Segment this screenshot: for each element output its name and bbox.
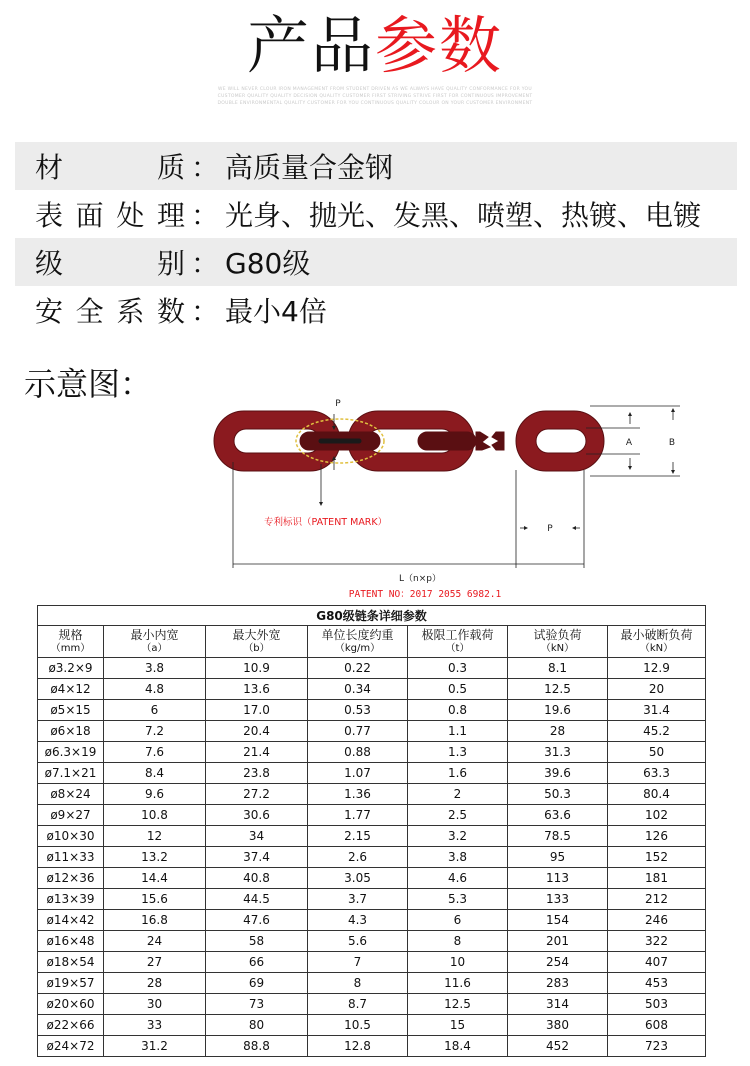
spec-row-material — [15, 142, 737, 190]
g80-param-table — [37, 605, 706, 1057]
table-cell: 45.2 — [608, 721, 706, 742]
header-name: 规格 — [58, 627, 83, 642]
table-cell: 7.6 — [104, 742, 206, 763]
table-cell: ø4×12 — [38, 679, 104, 700]
table-cell: 63.3 — [608, 763, 706, 784]
table-cell: 254 — [508, 952, 608, 973]
chain-link-side — [418, 432, 476, 450]
table-cell: 0.8 — [408, 700, 508, 721]
table-cell: 12.8 — [308, 1036, 408, 1057]
table-cell: 3.8 — [408, 847, 508, 868]
fine-print-line: WE WILL NEVER CLOUR IRON MANAGEMENT FROM STUDENT DRIVEN AS WE ALWAYS HAVE QUALITY CONFORMANCE FOR YOU — [217, 87, 532, 92]
table-cell: 40.8 — [206, 868, 308, 889]
table-row — [38, 721, 706, 742]
table-cell: 44.5 — [206, 889, 308, 910]
table-cell: 2.6 — [308, 847, 408, 868]
table-cell: 181 — [608, 868, 706, 889]
table-cell: 12.9 — [608, 658, 706, 679]
table-cell: 1.3 — [408, 742, 508, 763]
table-cell: 2.5 — [408, 805, 508, 826]
table-cell: ø6×18 — [38, 721, 104, 742]
table-header-row — [38, 626, 706, 658]
table-cell: 9.6 — [104, 784, 206, 805]
table-cell: 10 — [408, 952, 508, 973]
header-name: 最大外宽 — [232, 627, 281, 642]
table-cell: 133 — [508, 889, 608, 910]
table-cell: 1.6 — [408, 763, 508, 784]
table-cell: 10.8 — [104, 805, 206, 826]
table-cell: ø11×33 — [38, 847, 104, 868]
table-cell: 154 — [508, 910, 608, 931]
header-name: 最小内宽 — [130, 627, 179, 642]
column-header — [206, 626, 308, 658]
table-cell: 13.2 — [104, 847, 206, 868]
table-cell: 0.34 — [308, 679, 408, 700]
table-cell: 0.88 — [308, 742, 408, 763]
table-cell: ø14×42 — [38, 910, 104, 931]
table-cell: 15 — [408, 1015, 508, 1036]
table-cell: 10.9 — [206, 658, 308, 679]
table-row — [38, 805, 706, 826]
table-cell: 19.6 — [508, 700, 608, 721]
table-cell: 47.6 — [206, 910, 308, 931]
table-cell: ø5×15 — [38, 700, 104, 721]
column-header — [308, 626, 408, 658]
table-row — [38, 742, 706, 763]
table-cell: 37.4 — [206, 847, 308, 868]
table-cell: 31.2 — [104, 1036, 206, 1057]
table-row — [38, 784, 706, 805]
table-cell: 31.3 — [508, 742, 608, 763]
header-unit: （kN） — [540, 642, 575, 654]
table-cell: 0.3 — [408, 658, 508, 679]
table-cell: 12.5 — [408, 994, 508, 1015]
table-cell: 283 — [508, 973, 608, 994]
table-cell: 201 — [508, 931, 608, 952]
spec-value: 最小4倍 — [225, 295, 327, 328]
table-cell: 5.3 — [408, 889, 508, 910]
spec-row-safety — [15, 286, 737, 334]
dim-label-b: B — [668, 438, 676, 448]
table-cell: 0.5 — [408, 679, 508, 700]
table-cell: 407 — [608, 952, 706, 973]
patent-mark-label: 专利标识（PATENT MARK） — [264, 517, 388, 528]
dim-label-p-top: P — [335, 399, 341, 409]
table-cell: 8.7 — [308, 994, 408, 1015]
table-cell: 4.6 — [408, 868, 508, 889]
table-cell: 11.6 — [408, 973, 508, 994]
spec-colon: ： — [190, 199, 219, 232]
table-cell: 322 — [608, 931, 706, 952]
header-unit: （a） — [141, 642, 168, 654]
spec-row-grade — [15, 238, 737, 286]
header-unit: （kg/m） — [334, 642, 381, 654]
table-cell: 7.2 — [104, 721, 206, 742]
table-cell: 102 — [608, 805, 706, 826]
table-cell: 0.53 — [308, 700, 408, 721]
table-caption: G80级链条详细参数 — [38, 606, 706, 626]
column-header — [104, 626, 206, 658]
table-cell: ø3.2×9 — [38, 658, 104, 679]
table-cell: ø12×36 — [38, 868, 104, 889]
table-body — [38, 658, 706, 1057]
table-cell: 58 — [206, 931, 308, 952]
table-cell: 30 — [104, 994, 206, 1015]
table-cell: ø24×72 — [38, 1036, 104, 1057]
fine-print-line: DOUBLE ENVIRONMENTAL QUALITY CUSTOMER FOR YOU CONTINUOUS QUALITY COLOUR ON YOUR CUSTOMER ENVIRONMENT — [217, 101, 533, 106]
patent-number: PATENT NO：2017 2055 6982.1 — [348, 589, 502, 600]
table-cell: 28 — [104, 973, 206, 994]
table-cell: 15.6 — [104, 889, 206, 910]
header-unit: （mm） — [50, 642, 91, 654]
table-cell: ø8×24 — [38, 784, 104, 805]
dim-label-a: A — [625, 438, 633, 448]
table-cell: 18.4 — [408, 1036, 508, 1057]
table-cell: 0.77 — [308, 721, 408, 742]
title-black: 产品 — [246, 9, 375, 82]
column-header — [608, 626, 706, 658]
table-cell: 314 — [508, 994, 608, 1015]
table-cell: 212 — [608, 889, 706, 910]
table-cell: ø10×30 — [38, 826, 104, 847]
table-cell: 31.4 — [608, 700, 706, 721]
table-cell: 14.4 — [104, 868, 206, 889]
table-row — [38, 826, 706, 847]
header-unit: （b） — [243, 642, 270, 654]
table-cell: 28 — [508, 721, 608, 742]
table-cell: 33 — [104, 1015, 206, 1036]
spec-list — [15, 142, 737, 334]
table-cell: 78.5 — [508, 826, 608, 847]
table-cell: ø22×66 — [38, 1015, 104, 1036]
spec-key: 级 别 — [35, 247, 185, 280]
table-row — [38, 700, 706, 721]
header-name: 最小破断负荷 — [620, 627, 693, 642]
table-cell: 13.6 — [206, 679, 308, 700]
table-cell: 50 — [608, 742, 706, 763]
table-cell: 0.22 — [308, 658, 408, 679]
header-name: 试验负荷 — [533, 627, 582, 642]
table-cell: 80 — [206, 1015, 308, 1036]
table-cell: 4.8 — [104, 679, 206, 700]
table-cell: 1.07 — [308, 763, 408, 784]
table-row — [38, 1036, 706, 1057]
table-row — [38, 679, 706, 700]
table-cell: 6 — [408, 910, 508, 931]
header-name: 极限工作载荷 — [421, 627, 494, 642]
column-header — [38, 626, 104, 658]
spec-key: 表面处理 — [35, 199, 185, 232]
table-cell: 453 — [608, 973, 706, 994]
table-row — [38, 973, 706, 994]
fine-print-line: CUSTOMER QUALITY QUALITY DECISION QUALITY CUSTOMER FIRST STRIVING STRIVE FIRST FOR CONTINUOUS IMPROVEMENT — [217, 94, 533, 99]
table-cell: 80.4 — [608, 784, 706, 805]
table-cell: 608 — [608, 1015, 706, 1036]
table-cell: ø16×48 — [38, 931, 104, 952]
table-cell: 17.0 — [206, 700, 308, 721]
table-row — [38, 952, 706, 973]
table-cell: 21.4 — [206, 742, 308, 763]
table-row — [38, 763, 706, 784]
table-row — [38, 931, 706, 952]
table-row — [38, 994, 706, 1015]
table-cell: 1.77 — [308, 805, 408, 826]
table-cell: 152 — [608, 847, 706, 868]
table-cell: 126 — [608, 826, 706, 847]
table-cell: 8.4 — [104, 763, 206, 784]
table-cell: 30.6 — [206, 805, 308, 826]
table-cell: 39.6 — [508, 763, 608, 784]
spec-key: 安全系数 — [35, 295, 185, 328]
table-cell: 3.7 — [308, 889, 408, 910]
table-cell: 452 — [508, 1036, 608, 1057]
table-row — [38, 889, 706, 910]
table-cell: 50.3 — [508, 784, 608, 805]
header-unit: （kN） — [639, 642, 674, 654]
decorative-fine-print — [140, 86, 610, 107]
length-label: L（n×p） — [399, 574, 441, 584]
table-cell: 246 — [608, 910, 706, 931]
table-cell: 95 — [508, 847, 608, 868]
table-cell: 8 — [308, 973, 408, 994]
spec-value: 高质量合金钢 — [225, 151, 394, 184]
table-cell: ø18×54 — [38, 952, 104, 973]
spec-key: 材 质 — [35, 151, 185, 184]
table-cell: 3.2 — [408, 826, 508, 847]
table-row — [38, 868, 706, 889]
column-header — [408, 626, 508, 658]
table-cell: 1.1 — [408, 721, 508, 742]
header-unit: （t） — [445, 642, 470, 654]
spec-colon: ： — [190, 295, 219, 328]
table-cell: 4.3 — [308, 910, 408, 931]
table-row — [38, 847, 706, 868]
table-cell: ø9×27 — [38, 805, 104, 826]
table-cell: 69 — [206, 973, 308, 994]
spec-colon: ： — [190, 247, 219, 280]
table-cell: 20 — [608, 679, 706, 700]
chain-diagram — [200, 392, 700, 602]
table-cell: 66 — [206, 952, 308, 973]
header-name: 单位长度约重 — [321, 627, 394, 642]
table-row — [38, 658, 706, 679]
table-cell: ø20×60 — [38, 994, 104, 1015]
table-cell: 503 — [608, 994, 706, 1015]
diagram-title: 示意图： — [24, 365, 153, 403]
table-cell: 723 — [608, 1036, 706, 1057]
table-cell: ø7.1×21 — [38, 763, 104, 784]
spec-value: 光身、抛光、发黑、喷塑、热镀、电镀 — [225, 199, 702, 232]
spec-value: G80级 — [225, 247, 311, 280]
table-cell: ø6.3×19 — [38, 742, 104, 763]
table-cell: 7 — [308, 952, 408, 973]
table-row — [38, 910, 706, 931]
dim-label-p-side: P — [547, 524, 553, 534]
table-cell: ø13×39 — [38, 889, 104, 910]
table-cell: 5.6 — [308, 931, 408, 952]
table-cell: 23.8 — [206, 763, 308, 784]
table-cell: 2 — [408, 784, 508, 805]
spec-row-surface — [15, 190, 737, 238]
table-cell: 6 — [104, 700, 206, 721]
table-cell: 63.6 — [508, 805, 608, 826]
table-cell: 8 — [408, 931, 508, 952]
table-cell: 20.4 — [206, 721, 308, 742]
table-row — [38, 1015, 706, 1036]
table-cell: ø19×57 — [38, 973, 104, 994]
title-red: 参数 — [375, 9, 504, 82]
table-cell: 10.5 — [308, 1015, 408, 1036]
table-cell: 3.8 — [104, 658, 206, 679]
table-cell: 12.5 — [508, 679, 608, 700]
table-cell: 16.8 — [104, 910, 206, 931]
table-cell: 113 — [508, 868, 608, 889]
table-cell: 2.15 — [308, 826, 408, 847]
table-cell: 3.05 — [308, 868, 408, 889]
chain-links — [214, 411, 604, 471]
table-cell: 380 — [508, 1015, 608, 1036]
table-cell: 1.36 — [308, 784, 408, 805]
table-cell: 27 — [104, 952, 206, 973]
page-title — [0, 6, 750, 86]
table-cell: 8.1 — [508, 658, 608, 679]
column-header — [508, 626, 608, 658]
table-cell: 88.8 — [206, 1036, 308, 1057]
spec-colon: ： — [190, 151, 219, 184]
table-cell: 12 — [104, 826, 206, 847]
table-cell: 73 — [206, 994, 308, 1015]
table-cell: 27.2 — [206, 784, 308, 805]
table-cell: 34 — [206, 826, 308, 847]
table-cell: 24 — [104, 931, 206, 952]
